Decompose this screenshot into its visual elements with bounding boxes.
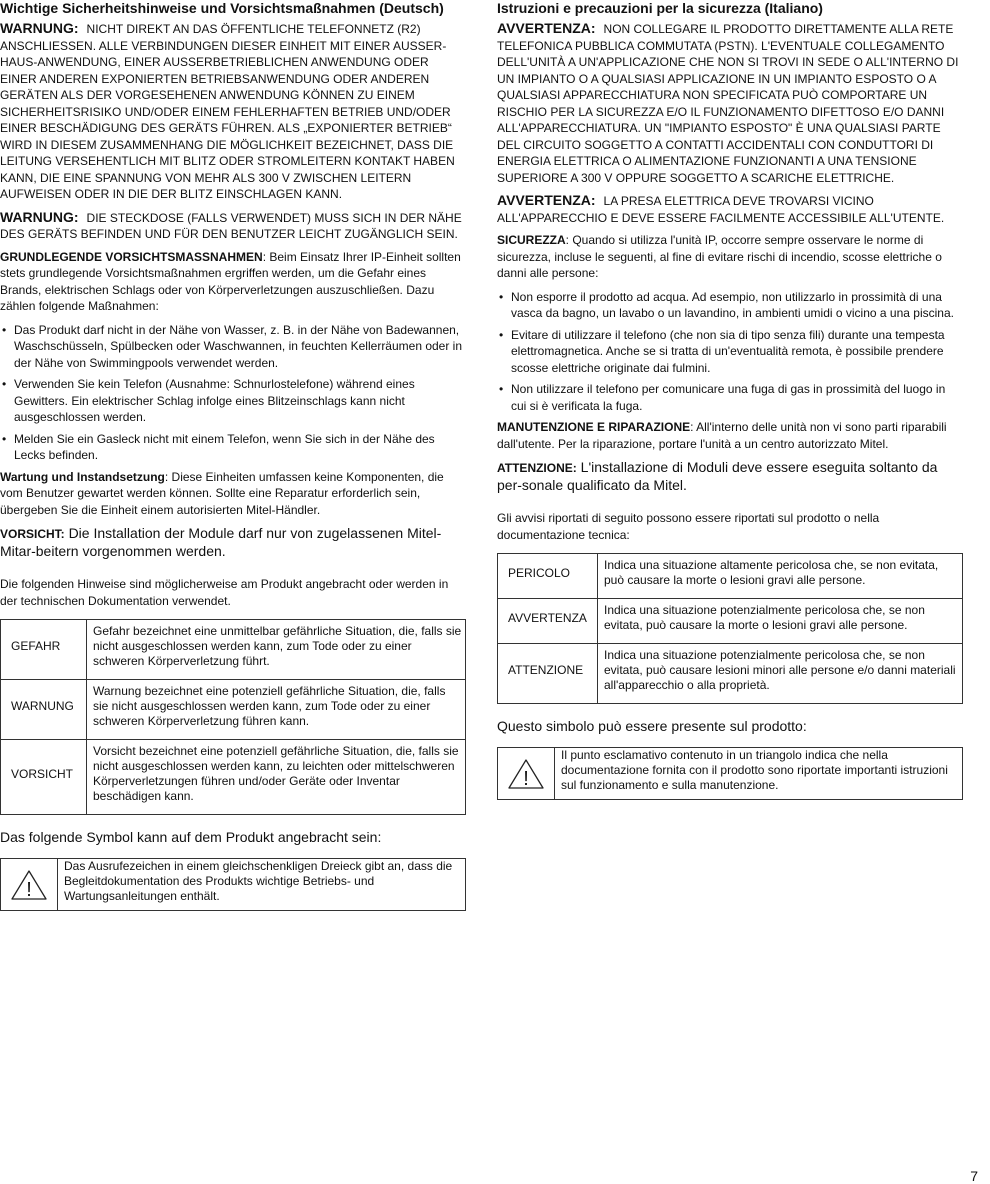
maintenance-text: : Diese Einheiten umfassen keine Komponenten, die vom Benutzer gewartet werden können. Sollte eine Reparatur erforderlich sein, übergeben Sie die Einheit einem autorisierten Mitel-Händler. bbox=[0, 469, 444, 517]
signal-description: Vorsicht bezeichnet eine potenziell gefährliche Situation, die, falls sie nicht ausgeschlossen werden kann, zu leichten oder mittelschweren Körperverletzungen führen und/oder Geräte oder Inventar beschädigen kann. bbox=[87, 740, 466, 815]
notice-intro: Gli avvisi riportati di seguito possono essere riportati sul prodotto o nella documentazione tecnica: bbox=[497, 511, 880, 542]
page-number: 7 bbox=[970, 1168, 978, 1184]
safety-precautions-paragraph bbox=[497, 232, 963, 282]
signal-description: Gefahr bezeichnet eine unmittelbar gefährliche Situation, die, falls sie nicht ausgeschlossen werden kann, zum Tode oder zu einer schweren Körperverletzung führt. bbox=[87, 620, 466, 680]
warning-text: NON COLLEGARE IL PRODOTTO DIRETTAMENTE ALLA RETE TELEFONICA PUBBLICA COMMUTATA (PSTN). L'EVENTUALE COLLEGAMENTO DELL'UNITÀ A UN'APPLICAZIONE CHE NON SI TROVI IN SEDE O ALL'INTERNO DI UN IMPIANTO O A QUALSIASI APPLICAZIONE IN UN IMPIANTO ESPOSTO O A QUALSIASI APPARECCHIATURA NON SPECIFICATA PUÒ COMPORTARE UN RISCHIO PER LA SICUREZZA E/O IL FUNZIONAMENTO DIFETTOSO E/O DANNI ALL'APPARECCHIATURA. UN "IMPIANTO ESPOSTO" È UNA QUALSIASI PARTE DEL CIRCUITO SOGGETTO A CONTATTI ACCIDENTALI CON CONDUTTORI DI ENERGIA ELETTRICA O ALIMENTAZIONE FUNZIONANTI A UNA TENSIONE SUPERIORE A 300 V OPPURE SOGGETTO A SCARICHE ELETTRICHE. bbox=[497, 22, 959, 185]
list-item: • Verwenden Sie kein Telefon (Ausnahme: Schnurlostelefone) während eines Gewitters. Ein elektrischer Schlag infolge eines Blitzeinschlags kann nicht ausgeschlossen werden. bbox=[0, 376, 466, 426]
safety-bullet-list bbox=[497, 289, 963, 415]
safety-label: SICUREZZA bbox=[497, 233, 566, 247]
caution-text: Die Installation der Module darf nur von zugelassenen Mitel-Mitar-beitern vorgenommen werden. bbox=[0, 525, 442, 559]
warning-triangle-icon bbox=[508, 759, 544, 789]
list-item: • Non esporre il prodotto ad acqua. Ad esempio, non utilizzarlo in prossimità di una vasca da bagno, un lavabo o un lavandino, in ambienti umidi o vicino a una piscina. bbox=[497, 289, 963, 322]
table-row bbox=[498, 644, 963, 704]
signal-description: Indica una situazione altamente pericolosa che, se non evitata, può causare la morte o lesioni gravi alle persone. bbox=[598, 554, 963, 599]
warning-label: AVVERTENZA: bbox=[497, 20, 596, 36]
signal-term: AVVERTENZA bbox=[498, 599, 598, 644]
table-row bbox=[498, 554, 963, 599]
table-row bbox=[1, 620, 466, 680]
warning-block-1 bbox=[497, 20, 963, 186]
section-title: Wichtige Sicherheitshinweise und Vorsichtsmaßnahmen (Deutsch) bbox=[0, 0, 444, 16]
table-row bbox=[1, 740, 466, 815]
list-item: • Evitare di utilizzare il telefono (che non sia di tipo senza fili) durante una tempesta elettromagnetica. Anche se si tratta di un'eventualità remota, è possibile prendere scosse elettriche originate dai fulmini. bbox=[497, 327, 963, 377]
caution-block bbox=[0, 525, 466, 560]
caution-text: L'installazione di Moduli deve essere eseguita soltanto da per-sonale qualificato da Mitel. bbox=[497, 459, 938, 493]
maintenance-paragraph bbox=[0, 469, 466, 519]
signal-term: WARNUNG bbox=[1, 680, 87, 740]
signal-description: Warnung bezeichnet eine potenziell gefährliche Situation, die, falls sie nicht ausgeschlossen werden kann, zum Tode oder zu einer schweren Körperverletzung führen kann. bbox=[87, 680, 466, 740]
symbol-heading: Questo simbolo può essere presente sul prodotto: bbox=[497, 718, 807, 734]
table-row bbox=[1, 859, 466, 911]
table-row bbox=[498, 599, 963, 644]
italian-section bbox=[497, 0, 963, 800]
maintenance-label: MANUTENZIONE E RIPARAZIONE bbox=[497, 420, 691, 434]
exclamation-glyph: ! bbox=[523, 767, 529, 789]
symbol-icon-cell bbox=[498, 748, 555, 800]
safety-label: GRUNDLEGENDE VORSICHTSMASSNAHMEN bbox=[0, 249, 263, 264]
safety-bullet-list bbox=[0, 322, 466, 464]
warning-block-1 bbox=[0, 20, 466, 203]
german-section bbox=[0, 0, 466, 911]
safety-text: : Beim Einsatz Ihrer IP-Einheit sollten stets grundlegende Vorsichtsmaßnahmen ergriffen werden, um die Gefahr eines Brands, elektrischen Schlags oder von Körperverletzungen auszuschließen. Dazu zählen folgende Maßnahmen: bbox=[0, 249, 461, 313]
signal-word-table bbox=[0, 619, 466, 815]
warning-text: NICHT DIREKT AN DAS ÖFFENTLICHE TELEFONNETZ (R2) ANSCHLIESSEN. ALLE VERBINDUNGEN DIESER EINHEIT MIT EINER AUSSER-HAUS-ANWENDUNG, EINER AUSSERBETRIEBLICHEN ANWENDUNG ODER EINER ANDEREN EXPONIERTEN BETRIEBSANWENDUNG ODER ANDEREN GERÄTEN ALS DER VORGESEHENEN ANWENDUNG KÖNNEN ZU EINEM SICHERHEITSRISIKO UND/ODER EINEM FEHLERHAFTEN BETRIEB UND/ODER EINER BESCHÄDIGUNG DES GERÄTS FÜHREN. ALS „EXPONIERTER BETRIEB“ WIRD IN DIESEM ZUSAMMENHANG DIE MÖGLICHKEIT BEZEICHNET, DASS DIE LEITUNG VERSEHENTLICH MIT BLITZ ODER STROMLEITERN KONTAKT HABEN KANN, DIE EINE SPANNUNG VON MEHR ALS 300 V ZWISCHEN LEITERN AUFWEISEN ODER IN DIE DER BLITZ EINSCHLAGEN KANN. bbox=[0, 22, 455, 201]
maintenance-paragraph bbox=[497, 419, 963, 452]
warning-label: WARNUNG: bbox=[0, 208, 79, 225]
caution-label: ATTENZIONE: bbox=[497, 461, 577, 475]
symbol-table bbox=[497, 747, 963, 800]
signal-description: Indica una situazione potenzialmente pericolosa che, se non evitata, può causare lesioni minori alle persone e/o danni materiali all'apparecchio o alla proprietà. bbox=[598, 644, 963, 704]
warning-block-2 bbox=[0, 209, 466, 243]
warning-label: AVVERTENZA: bbox=[497, 192, 596, 208]
notice-intro: Die folgenden Hinweise sind möglicherweise am Produkt angebracht oder werden in der technischen Dokumentation verwendet. bbox=[0, 577, 449, 608]
symbol-description: Il punto esclamativo contenuto in un triangolo indica che nella documentazione fornita con il prodotto sono riportate importanti istruzioni sul funzionamento e sulla manutenzione. bbox=[555, 748, 963, 800]
exclamation-glyph: ! bbox=[26, 878, 32, 900]
warning-text: DIE STECKDOSE (FALLS VERWENDET) MUSS SICH IN DER NÄHE DES GERÄTS BEFINDEN UND FÜR DEN BENUTZER LEICHT ZUGÄNGLICH SEIN. bbox=[0, 210, 462, 241]
table-row bbox=[498, 748, 963, 800]
warning-text: LA PRESA ELETTRICA DEVE TROVARSI VICINO ALL'APPARECCHIO E DEVE ESSERE FACILMENTE ACCESSIBILE ALL'UTENTE. bbox=[497, 194, 945, 225]
signal-term: VORSICHT bbox=[1, 740, 87, 815]
signal-description: Indica una situazione potenzialmente pericolosa che, se non evitata, può causare la morte o lesioni gravi alle persone. bbox=[598, 599, 963, 644]
signal-word-table bbox=[497, 553, 963, 704]
safety-precautions-paragraph bbox=[0, 249, 466, 315]
caution-block bbox=[497, 459, 963, 494]
list-item: • Melden Sie ein Gasleck nicht mit einem Telefon, wenn Sie sich in der Nähe des Lecks befinden. bbox=[0, 431, 466, 464]
warning-block-2 bbox=[497, 192, 963, 226]
list-item: • Non utilizzare il telefono per comunicare una fuga di gas in prossimità del luogo in cui si è verificata la fuga. bbox=[497, 381, 963, 414]
symbol-description: Das Ausrufezeichen in einem gleichschenkligen Dreieck gibt an, dass die Begleitdokumentation des Produkts wichtige Betriebs- und Wartungsanleitungen enthält. bbox=[58, 859, 466, 911]
signal-term: ATTENZIONE bbox=[498, 644, 598, 704]
symbol-heading: Das folgende Symbol kann auf dem Produkt angebracht sein: bbox=[0, 829, 382, 845]
signal-term: GEFAHR bbox=[1, 620, 87, 680]
table-row bbox=[1, 680, 466, 740]
symbol-icon-cell bbox=[1, 859, 58, 911]
list-item: • Das Produkt darf nicht in der Nähe von Wasser, z. B. in der Nähe von Badewannen, Waschschüsseln, Spülbecken oder Waschwannen, in feuchten Kellerräumen oder in der Nähe von Swimmingpools verwendet werden. bbox=[0, 322, 466, 372]
section-title: Istruzioni e precauzioni per la sicurezza (Italiano) bbox=[497, 0, 823, 16]
warning-label: WARNUNG: bbox=[0, 20, 79, 36]
maintenance-text: : All'interno delle unità non vi sono parti riparabili dall'utente. Per la riparazione, portare l'unità a un centro autorizzato Mitel. bbox=[497, 420, 947, 451]
caution-label: VORSICHT: bbox=[0, 527, 65, 541]
warning-triangle-icon bbox=[11, 870, 47, 900]
safety-text: : Quando si utilizza l'unità IP, occorre sempre osservare le norme di sicurezza, incluse le seguenti, al fine di evitare rischi di incendio, scosse elettriche o danni alle persone: bbox=[497, 233, 942, 280]
maintenance-label: Wartung und Instandsetzung bbox=[0, 469, 165, 484]
symbol-table bbox=[0, 858, 466, 911]
signal-term: PERICOLO bbox=[498, 554, 598, 599]
